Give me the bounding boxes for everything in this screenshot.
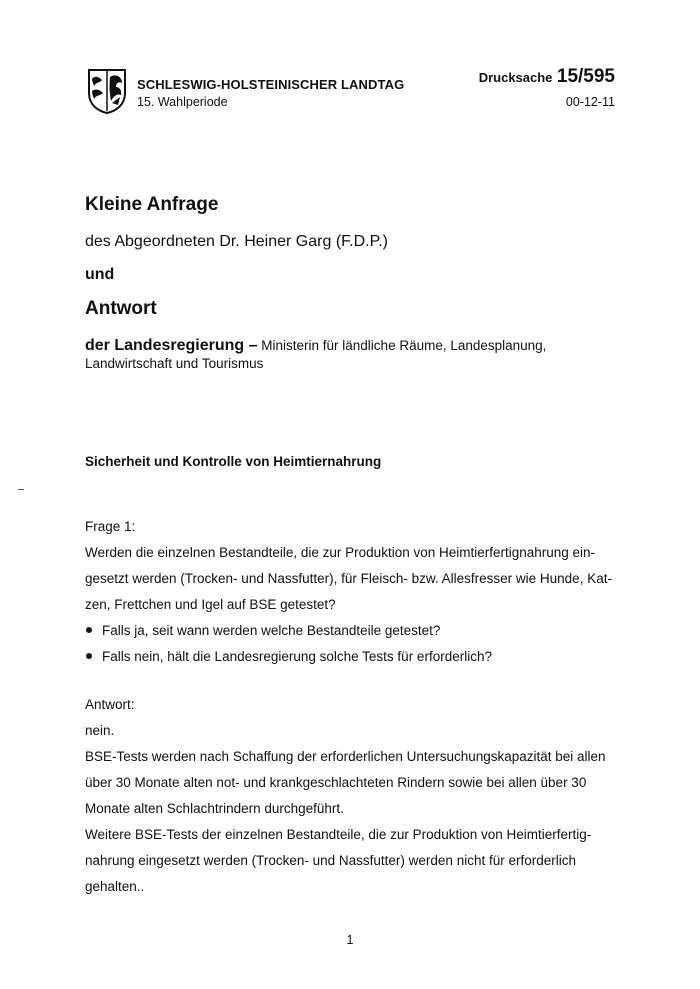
answer-line: nahrung eingesetzt werden (Trocken- und Nassfutter) werden nicht für erforderlich — [85, 853, 576, 868]
author-line: des Abgeordneten Dr. Heiner Garg (F.D.P.) — [85, 233, 388, 250]
question-line: Werden die einzelnen Bestandteile, die zur Produktion von Heimtierfertignahrung ein- — [85, 545, 596, 560]
bullet-icon — [86, 627, 92, 633]
answer-line: gehalten.. — [85, 879, 145, 894]
bullet-text: Falls ja, seit wann werden welche Bestandteile getestet? — [102, 623, 441, 638]
bullet-icon — [86, 653, 92, 659]
responding-ministry: Ministerin für ländliche Räume, Landesplanung, — [261, 338, 547, 353]
subject-heading: Sicherheit und Kontrolle von Heimtiernahrung — [85, 454, 382, 469]
question-bullet — [85, 623, 440, 638]
answer-label: Antwort: — [85, 697, 135, 712]
question-line: zen, Frettchen und Igel auf BSE getestet? — [85, 597, 336, 612]
drucksache-reference — [479, 66, 615, 88]
conjunction: und — [85, 266, 115, 283]
answer-line: Weitere BSE-Tests der einzelnen Bestandteile, die zur Produktion von Heimtierfertig- — [85, 827, 592, 842]
answer-line: nein. — [85, 723, 115, 738]
answer-line: über 30 Monate alten not- und krankgeschlachteten Rindern sowie bei allen über 30 — [85, 775, 587, 790]
answer-line: BSE-Tests werden nach Schaffung der erforderlichen Untersuchungskapazität bei allen — [85, 749, 606, 764]
bullet-text: Falls nein, hält die Landesregierung solche Tests für erforderlich? — [102, 649, 492, 664]
page-number: 1 — [346, 933, 354, 947]
parliament-name: SCHLESWIG-HOLSTEINISCHER LANDTAG — [137, 77, 405, 92]
responding-ministry-cont: Landwirtschaft und Tourismus — [85, 356, 264, 371]
answer-heading: Antwort — [85, 298, 157, 319]
drucksache-number: 15/595 — [556, 66, 615, 87]
question-bullet — [85, 649, 492, 664]
document-date: 00-12-11 — [565, 95, 615, 109]
question-label: Frage 1: — [85, 519, 136, 534]
responding-body-bold: der Landesregierung – — [85, 337, 258, 354]
question-line: gesetzt werden (Trocken- und Nassfutter), für Fleisch- bzw. Allesfresser wie Hunde, Kat- — [85, 571, 612, 586]
document-title: Kleine Anfrage — [85, 194, 219, 215]
electoral-period: 15. Wahlperiode — [137, 95, 228, 109]
drucksache-label: Drucksache — [478, 70, 553, 85]
margin-mark — [18, 489, 24, 490]
coat-of-arms-icon — [86, 67, 128, 115]
responding-body — [85, 337, 546, 355]
answer-line: Monate alten Schlachtrindern durchgeführt. — [85, 801, 344, 816]
